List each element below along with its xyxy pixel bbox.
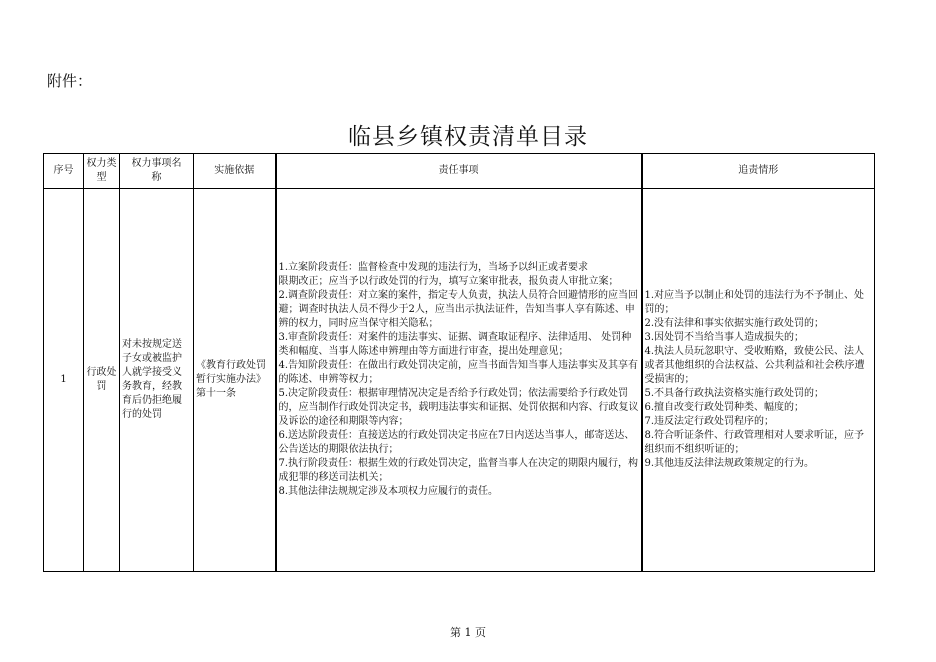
accountability-line: 8.符合听证条件、行政管理相对人要求听证，应予组织而不组织听证的； (644, 430, 865, 455)
accountability-line: 2.没有法律和事实依据实施行政处罚的； (644, 318, 825, 329)
accountability-line: 9.其他违反法律法规政策规定的行为。 (644, 458, 815, 469)
table-row (44, 189, 875, 572)
duty-line: 6.送达阶段责任：直接送达的行政处罚决定书应在7日内送达当事人，邮寄送达、公告送达的期限依法执行； (278, 430, 635, 455)
cell-power-type: 行政处罚 (84, 189, 120, 572)
responsibility-table (43, 153, 875, 572)
header-seq: 序号 (44, 154, 84, 189)
accountability-line: 1.对应当予以制止和处罚的违法行为不予制止、处罚的； (644, 290, 865, 315)
duty-line: 2.调查阶段责任：对立案的案件，指定专人负责，执法人员符合回避情形的应当回避；调查时执法人员不得少于2人，应当出示执法证件，告知当事人享有陈述、申辨的权力，同时应当保守相关隐私； (278, 290, 639, 329)
header-accountability: 追责情形 (642, 154, 875, 189)
header-basis: 实施依据 (194, 154, 276, 189)
cell-basis: 《教育行政处罚暂行实施办法》第十一条 (194, 189, 276, 572)
accountability-line: 3.因处罚不当给当事人造成损失的； (644, 332, 805, 343)
accountability-line: 4.执法人员玩忽职守、受收贿赂，致使公民、法人或者其他组织的合法权益、公共利益和社会秩序遭受损害的； (644, 346, 865, 385)
duty-line: 限期改正；应当予以行政处罚的行为，填写立案审批表，报负责人审批立案； (278, 276, 619, 287)
duty-line: 3.审查阶段责任：对案件的违法事实、证据、调查取证程序、法律适用、 处罚种类和幅度、当事人陈述申辨理由等方面进行审查，提出处理意见； (278, 332, 632, 357)
accountability-line: 6.擅自改变行政处罚种类、幅度的； (644, 402, 805, 413)
document-title: 临县乡镇权责清单目录 (348, 124, 588, 150)
header-power-name: 权力事项名 称 (120, 154, 194, 189)
cell-duties (276, 189, 642, 572)
cell-seq: 1 (44, 189, 84, 572)
cell-accountability (642, 189, 875, 572)
duty-line: 5.决定阶段责任：根据审理情况决定是否给予行政处罚；依法需要给予行政处罚的，应当制作行政处罚决定书，载明违法事实和证据、处罚依据和内容、行政复议及诉讼的途径和期限等内容； (278, 388, 639, 427)
duty-line: 8.其他法律法规规定涉及本项权力应履行的责任。 (278, 486, 499, 497)
table-header-row (44, 154, 875, 189)
accountability-line: 5.不具备行政执法资格实施行政处罚的； (644, 388, 825, 399)
cell-power-name: 对未按规定送子女或被监护 人就学接受义 务教育，经教育后仍拒绝履行的处罚 (120, 189, 194, 572)
duty-line: 7.执行阶段责任：根据生效的行政处罚决定，监督当事人在决定的期限内履行，构成犯罪的移送司法机关； (278, 458, 639, 483)
header-duties: 责任事项 (276, 154, 642, 189)
duty-line: 4.告知阶段责任：在做出行政处罚决定前，应当书面告知当事人违法事实及其享有的陈述、申辨等权力； (278, 360, 639, 385)
duty-line: 1.立案阶段责任：监督检查中发现的违法行为，当场予以纠正或者要求 (278, 262, 589, 273)
header-power-type: 权力类型 (84, 154, 120, 189)
attachment-label: 附件： (47, 72, 93, 90)
page-number: 第 1 页 (450, 626, 486, 639)
accountability-line: 7.违反法定行政处罚程序的； (644, 416, 775, 427)
